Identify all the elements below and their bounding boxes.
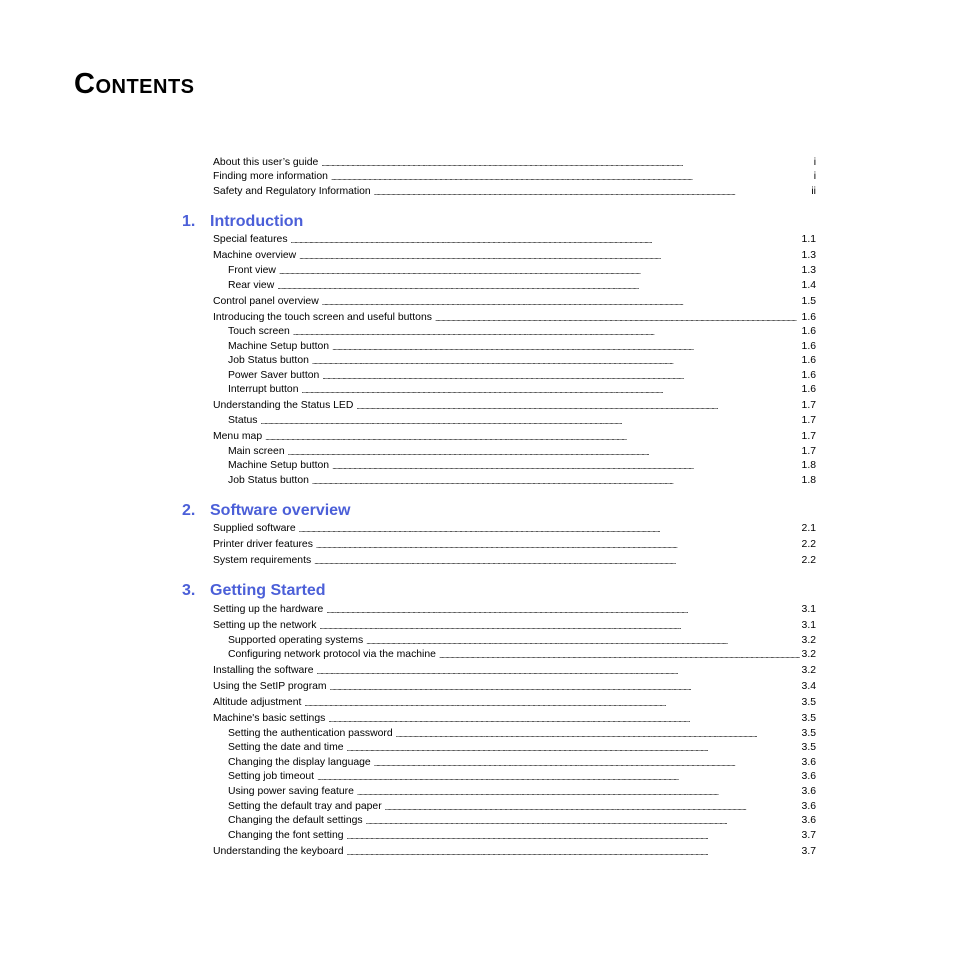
toc-entry[interactable] <box>182 711 816 726</box>
toc-entry-title: Machine overview <box>213 250 299 262</box>
chapter-section <box>182 497 816 568</box>
toc-page-number: 2.2 <box>801 539 816 551</box>
toc-entry-title: Power Saver button <box>228 370 322 382</box>
chapter-number: 3. <box>182 582 196 600</box>
chapter-title: Introduction <box>210 212 304 230</box>
dot-leader <box>304 699 799 709</box>
toc-entry-title: Changing the default settings <box>228 815 366 827</box>
chapter-number: 1. <box>182 212 196 230</box>
toc-entry-title: Menu map <box>213 431 265 443</box>
toc-page-number: i <box>813 156 816 168</box>
toc-entry-title: Control panel overview <box>213 296 322 308</box>
toc-subentry[interactable] <box>182 338 816 353</box>
toc-entry-title: Special features <box>213 234 291 246</box>
dot-leader <box>356 402 799 412</box>
dot-leader <box>439 651 800 661</box>
toc-page-number: 1.5 <box>801 295 816 307</box>
toc-entry[interactable] <box>182 663 816 678</box>
toc-page-number: 3.6 <box>801 815 816 827</box>
toc-entry-title: Main screen <box>228 446 288 458</box>
toc-subentry[interactable] <box>182 754 816 769</box>
toc-page-number: 1.7 <box>801 415 816 427</box>
toc-subentry[interactable] <box>182 813 816 828</box>
toc-subentry[interactable] <box>182 769 816 784</box>
dot-leader <box>316 541 800 551</box>
toc-page-number: 3.5 <box>801 727 816 739</box>
dot-leader <box>330 683 800 693</box>
toc-page-number: 3.7 <box>801 829 816 841</box>
dot-leader <box>299 525 800 535</box>
toc-page-number: 1.6 <box>801 311 816 323</box>
chapter-heading[interactable] <box>182 577 816 601</box>
toc-entry-title: Machine Setup button <box>228 460 332 472</box>
toc-entry-title: Altitude adjustment <box>213 697 304 709</box>
toc-subentry[interactable] <box>182 382 816 397</box>
toc-entry-title: Job Status button <box>228 475 312 487</box>
dot-leader <box>374 759 800 769</box>
dot-leader <box>331 173 812 183</box>
toc-entry[interactable] <box>182 695 816 710</box>
toc-entry-title: Status <box>228 415 260 427</box>
dot-leader <box>277 282 799 292</box>
toc-page-number: 3.6 <box>801 756 816 768</box>
toc-page-number: i <box>813 171 816 183</box>
toc-entry-title: Interrupt button <box>228 384 301 396</box>
dot-leader <box>317 773 799 783</box>
chapter-title: Getting Started <box>210 582 326 600</box>
toc-entry[interactable] <box>182 169 816 184</box>
toc-entry[interactable] <box>182 617 816 632</box>
toc-subentry[interactable] <box>182 412 816 427</box>
dot-leader <box>319 622 799 632</box>
dot-leader <box>299 252 799 262</box>
toc-entry[interactable] <box>182 248 816 263</box>
toc-subentry[interactable] <box>182 740 816 755</box>
dot-leader <box>326 606 799 616</box>
toc-entry[interactable] <box>182 183 816 198</box>
toc-entry-title: Machine Setup button <box>228 341 332 353</box>
dot-leader <box>435 314 800 324</box>
toc-page-number: 3.1 <box>801 619 816 631</box>
toc-subentry[interactable] <box>182 458 816 473</box>
toc-subentry[interactable] <box>182 367 816 382</box>
toc-page-number: 3.6 <box>801 771 816 783</box>
dot-leader <box>312 357 800 367</box>
table-of-contents <box>182 154 816 858</box>
toc-page-number: 3.1 <box>801 603 816 615</box>
toc-page-number: 3.6 <box>801 800 816 812</box>
dot-leader <box>332 462 799 472</box>
toc-entry-title: Setting the date and time <box>228 742 347 754</box>
toc-page-number: 3.5 <box>801 713 816 725</box>
toc-page-number: 1.7 <box>801 445 816 457</box>
toc-subentry[interactable] <box>182 443 816 458</box>
toc-entry-title: Changing the font setting <box>228 830 347 842</box>
toc-subentry[interactable] <box>182 798 816 813</box>
toc-page-number: 3.5 <box>801 697 816 709</box>
chapter-section <box>182 208 816 487</box>
toc-page-number: 1.3 <box>801 264 816 276</box>
toc-page-number: 3.5 <box>801 742 816 754</box>
toc-page-number: 1.6 <box>801 355 816 367</box>
toc-entry[interactable] <box>182 398 816 413</box>
dot-leader <box>260 417 799 427</box>
toc-entry[interactable] <box>182 232 816 247</box>
toc-entry-title: Safety and Regulatory Information <box>213 186 374 198</box>
toc-entry[interactable] <box>182 154 816 169</box>
toc-entry-title: Using the SetIP program <box>213 681 330 693</box>
dot-leader <box>288 448 800 458</box>
toc-entry[interactable] <box>182 601 816 616</box>
toc-page-number: 1.7 <box>801 400 816 412</box>
toc-page-number: 1.6 <box>801 384 816 396</box>
chapter-number: 2. <box>182 501 196 519</box>
toc-entry[interactable] <box>182 521 816 536</box>
toc-entry-title: Setting job timeout <box>228 771 317 783</box>
toc-page-number: 1.4 <box>801 279 816 291</box>
toc-page-number: 1.7 <box>801 431 816 443</box>
toc-entry-title: Understanding the Status LED <box>213 400 356 412</box>
toc-page-number: 3.4 <box>801 681 816 693</box>
toc-entry[interactable] <box>182 428 816 443</box>
toc-page-number: 2.1 <box>801 523 816 535</box>
chapter-section <box>182 577 816 857</box>
front-matter-list <box>182 154 816 198</box>
toc-page-number: 1.1 <box>801 234 816 246</box>
toc-entry-title: Configuring network protocol via the machine <box>228 649 439 661</box>
toc-entry[interactable] <box>182 679 816 694</box>
toc-page-number: ii <box>811 185 816 197</box>
toc-subentry[interactable] <box>182 632 816 647</box>
toc-subentry[interactable] <box>182 647 816 662</box>
toc-subentry[interactable] <box>182 353 816 368</box>
toc-page-number: 1.8 <box>801 474 816 486</box>
toc-entry-title: Setting up the network <box>213 620 319 632</box>
toc-subentry[interactable] <box>182 783 816 798</box>
toc-subentry[interactable] <box>182 324 816 339</box>
toc-entry[interactable] <box>182 309 816 324</box>
toc-page-number: 3.7 <box>801 845 816 857</box>
toc-entry[interactable] <box>182 843 816 858</box>
dot-leader <box>291 236 800 246</box>
toc-entry-title: Machine's basic settings <box>213 713 328 725</box>
toc-subentry[interactable] <box>182 262 816 277</box>
dot-leader <box>347 848 800 858</box>
dot-leader <box>396 730 800 740</box>
toc-page-number: 2.2 <box>801 555 816 567</box>
toc-page-number: 1.3 <box>801 250 816 262</box>
chapter-title: Software overview <box>210 501 351 519</box>
dot-leader <box>314 557 799 567</box>
toc-subentry[interactable] <box>182 472 816 487</box>
chapter-heading[interactable] <box>182 497 816 521</box>
dot-leader <box>322 298 800 308</box>
toc-entry-title: Understanding the keyboard <box>213 846 347 858</box>
dot-leader <box>357 788 800 798</box>
dot-leader <box>328 715 799 725</box>
toc-page-number: 3.2 <box>801 634 816 646</box>
dot-leader <box>322 372 799 382</box>
toc-page-number: 3.2 <box>801 649 816 661</box>
toc-entry-title: Setting up the hardware <box>213 604 326 616</box>
toc-entry-title: Introducing the touch screen and useful buttons <box>213 312 435 324</box>
dot-leader <box>385 803 800 813</box>
dot-leader <box>321 159 811 169</box>
toc-page-number: 1.6 <box>801 326 816 338</box>
toc-entry-title: Setting the authentication password <box>228 728 396 740</box>
toc-entry[interactable] <box>182 537 816 552</box>
toc-entry-title: Finding more information <box>213 171 331 183</box>
toc-entry-title: Touch screen <box>228 326 293 338</box>
toc-subentry[interactable] <box>182 827 816 842</box>
toc-entry-title: Supplied software <box>213 523 299 535</box>
toc-page-number: 3.2 <box>801 665 816 677</box>
toc-entry-title: Rear view <box>228 280 277 292</box>
dot-leader <box>347 744 800 754</box>
toc-entry-title: Using power saving feature <box>228 786 357 798</box>
toc-entry[interactable] <box>182 553 816 568</box>
toc-entry-title: Front view <box>228 265 279 277</box>
dot-leader <box>279 267 800 277</box>
dot-leader <box>347 832 800 842</box>
dot-leader <box>332 343 799 353</box>
dot-leader <box>265 433 799 443</box>
dot-leader <box>317 667 800 677</box>
dot-leader <box>366 637 799 647</box>
toc-page-number: 3.6 <box>801 786 816 798</box>
toc-entry-title: Changing the display language <box>228 757 374 769</box>
toc-page-number: 1.8 <box>801 460 816 472</box>
toc-entry-title: System requirements <box>213 555 314 567</box>
toc-entry[interactable] <box>182 293 816 308</box>
page-title: Contents <box>74 68 195 100</box>
dot-leader <box>293 328 800 338</box>
toc-page-number: 1.6 <box>801 369 816 381</box>
toc-subentry[interactable] <box>182 277 816 292</box>
chapter-heading[interactable] <box>182 208 816 232</box>
dot-leader <box>366 817 800 827</box>
toc-entry-title: About this user’s guide <box>213 157 321 169</box>
toc-entry-title: Printer driver features <box>213 539 316 551</box>
toc-entry-title: Supported operating systems <box>228 635 366 647</box>
dot-leader <box>374 188 810 198</box>
dot-leader <box>312 477 800 487</box>
dot-leader <box>301 386 799 396</box>
toc-entry-title: Setting the default tray and paper <box>228 801 385 813</box>
chapter-list <box>182 208 816 858</box>
toc-subentry[interactable] <box>182 725 816 740</box>
toc-entry-title: Job Status button <box>228 355 312 367</box>
toc-entry-title: Installing the software <box>213 665 317 677</box>
toc-page-number: 1.6 <box>801 340 816 352</box>
